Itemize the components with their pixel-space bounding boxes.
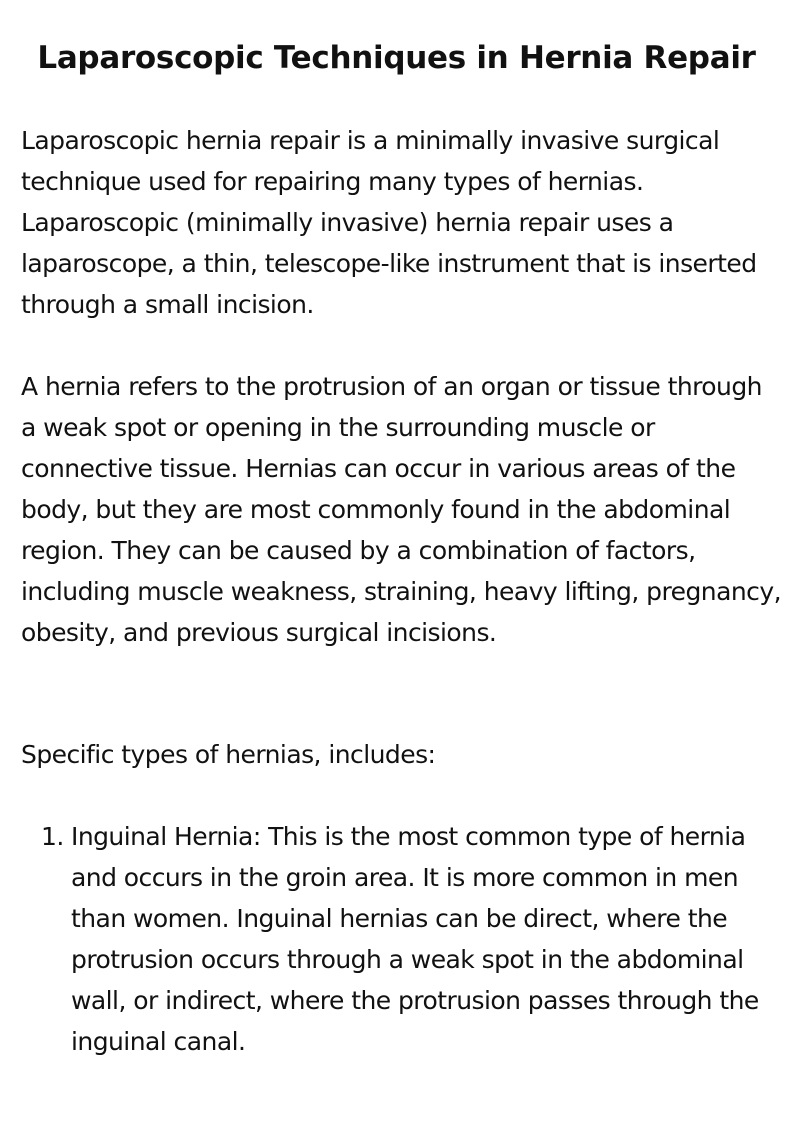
list-item-text: Inguinal Hernia: This is the most common type of hernia and occurs in the groin area. It is more common in men than women. Inguinal hernias can be direct, where the protrusion occurs through a weak spot in the abdominal wall, or indirect, where the protrusion passes through the inguinal canal. <box>71 822 759 1056</box>
page-title: Laparoscopic Techniques in Hernia Repair <box>37 40 756 76</box>
hernia-types-list <box>21 816 781 1062</box>
list-item <box>21 816 781 1062</box>
types-intro-paragraph: Specific types of hernias, includes: <box>21 740 436 769</box>
hernia-definition-paragraph: A hernia refers to the protrusion of an organ or tissue through a weak spot or opening in the surrounding muscle or connective tissue. Hernias can occur in various areas of the body, but they are most commonly found in the abdominal region. They can be caused by a combination of factors, including muscle weakness, straining, heavy lifting, pregnancy, obesity, and previous surgical incisions. <box>21 372 781 647</box>
list-item-number: 1. <box>41 822 64 851</box>
intro-paragraph: Laparoscopic hernia repair is a minimally invasive surgical technique used for repairing many types of hernias. Laparoscopic (minimally invasive) hernia repair uses a laparoscope, a thin, telescope-like instrument that is inserted through a small incision. <box>21 126 757 319</box>
